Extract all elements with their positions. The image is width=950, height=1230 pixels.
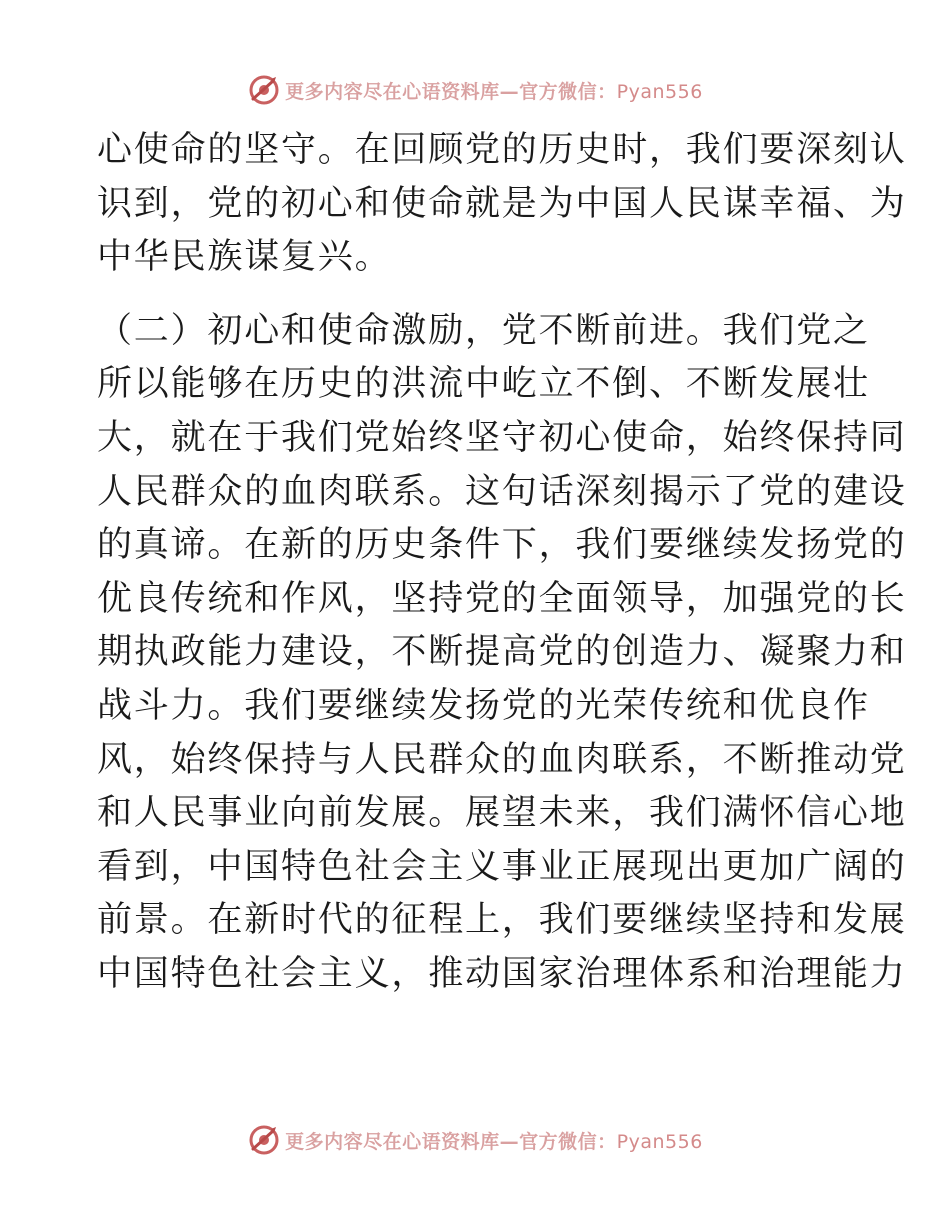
text-line: 风，始终保持与人民群众的血肉联系，不断推动党 — [97, 739, 907, 780]
text-line: 人民群众的血肉联系。这句话深刻揭示了党的建设 — [97, 471, 907, 512]
text-line: 和人民事业向前发展。展望未来，我们满怀信心地 — [97, 793, 907, 834]
text-line: 大，就在于我们党始终坚守初心使命，始终保持同 — [97, 417, 907, 458]
text-line: 优良传统和作风，坚持党的全面领导，加强党的长 — [97, 578, 907, 619]
text-line: 看到，中国特色社会主义事业正展现出更加广阔的 — [97, 846, 907, 887]
text-line: 战斗力。我们要继续发扬党的光荣传统和优良作 — [97, 685, 870, 726]
text-line: 期执政能力建设，不断提高党的创造力、凝聚力和 — [97, 632, 907, 673]
text-line: 识到，党的初心和使命就是为中国人民谋幸福、为 — [97, 183, 907, 224]
document-body — [97, 124, 907, 1002]
watermark-text: 更多内容尽在心语资料库—官方微信：Pyan556 — [285, 1130, 703, 1153]
text-line: 中华民族谋复兴。 — [97, 237, 392, 278]
text-line: （二）初心和使命激励，党不断前进。我们党之 — [97, 310, 870, 351]
wechat-id: Pyan556 — [616, 1130, 703, 1153]
text-line: 中国特色社会主义，推动国家治理体系和治理能力 — [97, 953, 907, 994]
brand-logo-icon — [247, 73, 281, 107]
footer-watermark — [0, 1120, 950, 1160]
text-line: 的真谛。在新的历史条件下，我们要继续发扬党的 — [97, 525, 907, 566]
text-line: 所以能够在历史的洪流中屹立不倒、不断发展壮 — [97, 364, 870, 405]
text-line: 心使命的坚守。在回顾党的历史时，我们要深刻认 — [97, 130, 907, 170]
header-watermark — [0, 70, 950, 110]
paragraph — [97, 305, 907, 1002]
brand-logo-icon — [247, 1123, 281, 1157]
watermark-text: 更多内容尽在心语资料库—官方微信：Pyan556 — [285, 80, 703, 103]
text-line: 前景。在新时代的征程上，我们要继续坚持和发展 — [97, 900, 907, 941]
paragraph — [97, 124, 907, 285]
wechat-id: Pyan556 — [616, 80, 703, 103]
